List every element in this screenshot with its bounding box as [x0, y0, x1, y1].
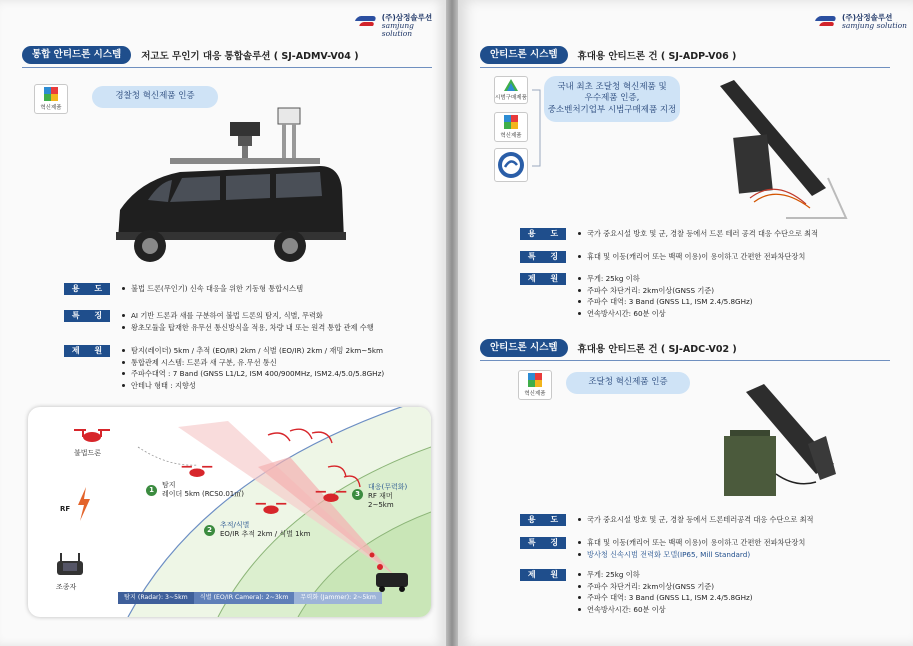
- spec-tag-usage: 용 도: [64, 283, 110, 295]
- section-pill: 통합 안티드론 시스템: [22, 46, 131, 64]
- step-2-desc: EO/IR 추적 2km / 식별 1km: [220, 530, 311, 538]
- spec-item: 휴대 및 이동(캐리어 또는 백팩 이용)이 용이하고 간편한 전파차단장치: [578, 251, 805, 263]
- section-rule: [480, 67, 890, 68]
- spec-item: 국가 중요시설 방호 및 군, 경찰 등에서 드론 테러 공격 대응 수단으로 최적: [578, 228, 818, 240]
- innovation-cube-icon: [528, 373, 542, 387]
- cert-line: 우수제품 인증,: [584, 93, 640, 104]
- section-title: 저고도 무인기 대응 통합솔루션 ( SJ-ADMV-V04 ): [141, 51, 359, 62]
- section-title: 휴대용 안티드론 건 ( SJ-ADC-V02 ): [577, 344, 737, 355]
- right-page: [458, 0, 913, 646]
- innovation-cube-icon: [44, 87, 58, 101]
- trial-purchase-icon: [504, 79, 518, 91]
- spec-item: 무게: 25kg 이하: [578, 273, 753, 285]
- spec-item: 주파수 대역: 3 Band (GNSS L1, ISM 2.4/5.8GHz): [578, 296, 753, 308]
- step-1-desc: 레이더 5km (RCS0.01㎡): [162, 490, 244, 498]
- step-1-number: 1: [146, 485, 157, 496]
- cert-line: 국내 최초 조달청 혁신제품 및: [557, 82, 667, 93]
- rf-label: RF: [60, 505, 71, 513]
- badge-label: 혁신제품: [40, 105, 62, 111]
- brand-name-en: samjung solution: [381, 20, 414, 38]
- spec-specifications: [64, 345, 384, 391]
- spec-item: 주파수 대역: 3 Band (GNSS L1, ISM 2.4/5.8GHz): [578, 592, 753, 604]
- badge-bracket: [530, 88, 544, 168]
- spec-item: AI 기반 드론과 새를 구분하여 불법 드론의 탐지, 식별, 무력화: [122, 310, 374, 322]
- spec-features: [520, 537, 805, 560]
- book-gutter: [446, 0, 458, 646]
- section-rule: [22, 67, 432, 68]
- cert-bubble: 조달청 혁신제품 인증: [566, 372, 690, 394]
- brand-name-ko: (주)삼정솔루션: [842, 13, 893, 22]
- step-3-number: 3: [352, 489, 363, 500]
- spec-usage: [520, 514, 814, 526]
- operation-diagram: [28, 407, 431, 617]
- spec-item: 휴대 및 이동(캐리어 또는 백팩 이용)이 용이하고 간편한 전파차단장치: [578, 537, 805, 549]
- excellent-product-seal-icon: [497, 151, 525, 179]
- spec-specifications: [520, 569, 753, 615]
- brand-mark-icon: [356, 14, 378, 28]
- brand-logo: [356, 14, 446, 38]
- spec-tag-features: 특 징: [64, 310, 110, 322]
- spec-features: [64, 310, 374, 333]
- section-rule: [480, 360, 890, 361]
- spec-item: 국가 중요시설 방호 및 군, 경찰 등에서 드론테러공격 대응 수단으로 최적: [578, 514, 814, 526]
- spec-tag-usage: 용 도: [520, 228, 566, 240]
- spec-item: 주파수 차단거리: 2km이상(GNSS 기준): [578, 581, 753, 593]
- badge-label: 시범구매제품: [495, 95, 527, 101]
- spec-usage: [64, 283, 303, 295]
- spec-item: 방사청 신속시범 전력화 모델(IP65, Mill Standard): [578, 549, 805, 561]
- controller-icon: [54, 551, 86, 579]
- step-2-title: 추적/식별: [220, 521, 250, 529]
- innovation-badge: [34, 84, 68, 114]
- section-header: [480, 338, 737, 358]
- spec-tag-features: 특 징: [520, 251, 566, 263]
- brand-mark-icon: [816, 14, 838, 28]
- brand-logo: [816, 14, 907, 30]
- trial-purchase-badge: [494, 76, 528, 104]
- cert-line: 중소벤처기업부 시범구매제품 지정: [547, 104, 677, 115]
- vehicle-illustration: [110, 100, 360, 270]
- legend-radar: 탐지 (Radar): 3~5km: [118, 592, 194, 604]
- lightning-icon: [76, 487, 92, 521]
- spec-tag-features: 특 징: [520, 537, 566, 549]
- innovation-badge: [518, 370, 552, 400]
- cert-bubble: [544, 76, 680, 122]
- illegal-drone-label: 불법드론: [74, 449, 102, 457]
- brand-name-en: samjung solution: [842, 20, 907, 30]
- legend-camera: 식별 (EO/IR Camera): 2~3km: [194, 592, 295, 604]
- controller-label: 조종자: [56, 583, 77, 591]
- drone-icon: [254, 499, 288, 517]
- left-page: [0, 0, 446, 646]
- spec-item: 주파수 차단거리: 2km이상(GNSS 기준): [578, 285, 753, 297]
- step-3-desc1: RF 재머: [368, 492, 393, 500]
- step-3-desc2: 2~5km: [368, 501, 394, 509]
- jammer-gun-illustration: [716, 78, 856, 228]
- step-2-number: 2: [204, 525, 215, 536]
- spec-item: 무게: 25kg 이하: [578, 569, 753, 581]
- section-pill: 안티드론 시스템: [480, 339, 568, 357]
- excellent-product-badge: [494, 148, 528, 182]
- badge-label: 혁신제품: [500, 133, 522, 139]
- spec-item: 안테나 형태 : 지향성: [122, 380, 384, 392]
- drone-icon: [180, 462, 214, 480]
- spec-item: 탐지(레이더) 5km / 추적 (EO/IR) 2km / 식별 (EO/IR) 2km / 재밍 2km~5km: [122, 345, 384, 357]
- range-legend: [118, 592, 382, 604]
- spec-tag-specifications: 제 원: [520, 273, 566, 285]
- drone-icon: [314, 487, 348, 505]
- spec-item: 연속방사시간: 60분 이상: [578, 308, 753, 320]
- illegal-drone-icon: [72, 425, 112, 445]
- spec-item: 왕초모듈을 탑재한 유무선 통신방식을 적용, 차량 내 또는 원격 통합 관제 수행: [122, 322, 374, 334]
- spec-item: 통합관제 시스템: 드론과 새 구분, 유.무선 통신: [122, 357, 384, 369]
- spec-item: 주파수대역 : 7 Band (GNSS L1/L2, ISM 400/900MHz, ISM2.4/5.0/5.8GHz): [122, 368, 384, 380]
- innovation-badge: [494, 112, 528, 142]
- spec-item: 연속방사시간: 60분 이상: [578, 604, 753, 616]
- section-pill: 안티드론 시스템: [480, 46, 568, 64]
- innovation-cube-icon: [504, 115, 518, 129]
- section-header: [480, 45, 736, 65]
- brand-name-ko: (주)삼정솔루션: [381, 13, 433, 22]
- spec-tag-usage: 용 도: [520, 514, 566, 526]
- step-3-title: 대응(무력화): [368, 483, 408, 491]
- spec-features: [520, 251, 805, 263]
- spec-tag-specifications: 제 원: [64, 345, 110, 357]
- spec-usage: [520, 228, 818, 240]
- section-header: [22, 45, 359, 65]
- badge-label: 혁신제품: [524, 391, 546, 397]
- section-title: 휴대용 안티드론 건 ( SJ-ADP-V06 ): [577, 51, 737, 62]
- legend-jammer: 무력화 (Jammer): 2~5km: [294, 592, 381, 604]
- step-1-title: 탐지: [162, 481, 176, 489]
- portable-jammer-illustration: [716, 378, 856, 508]
- spec-tag-specifications: 제 원: [520, 569, 566, 581]
- cert-bubble: 경찰청 혁신제품 인증: [92, 86, 218, 108]
- spec-specifications: [520, 273, 753, 319]
- spec-item: 불법 드론(무인기) 신속 대응을 위한 기동형 통합시스템: [122, 283, 303, 295]
